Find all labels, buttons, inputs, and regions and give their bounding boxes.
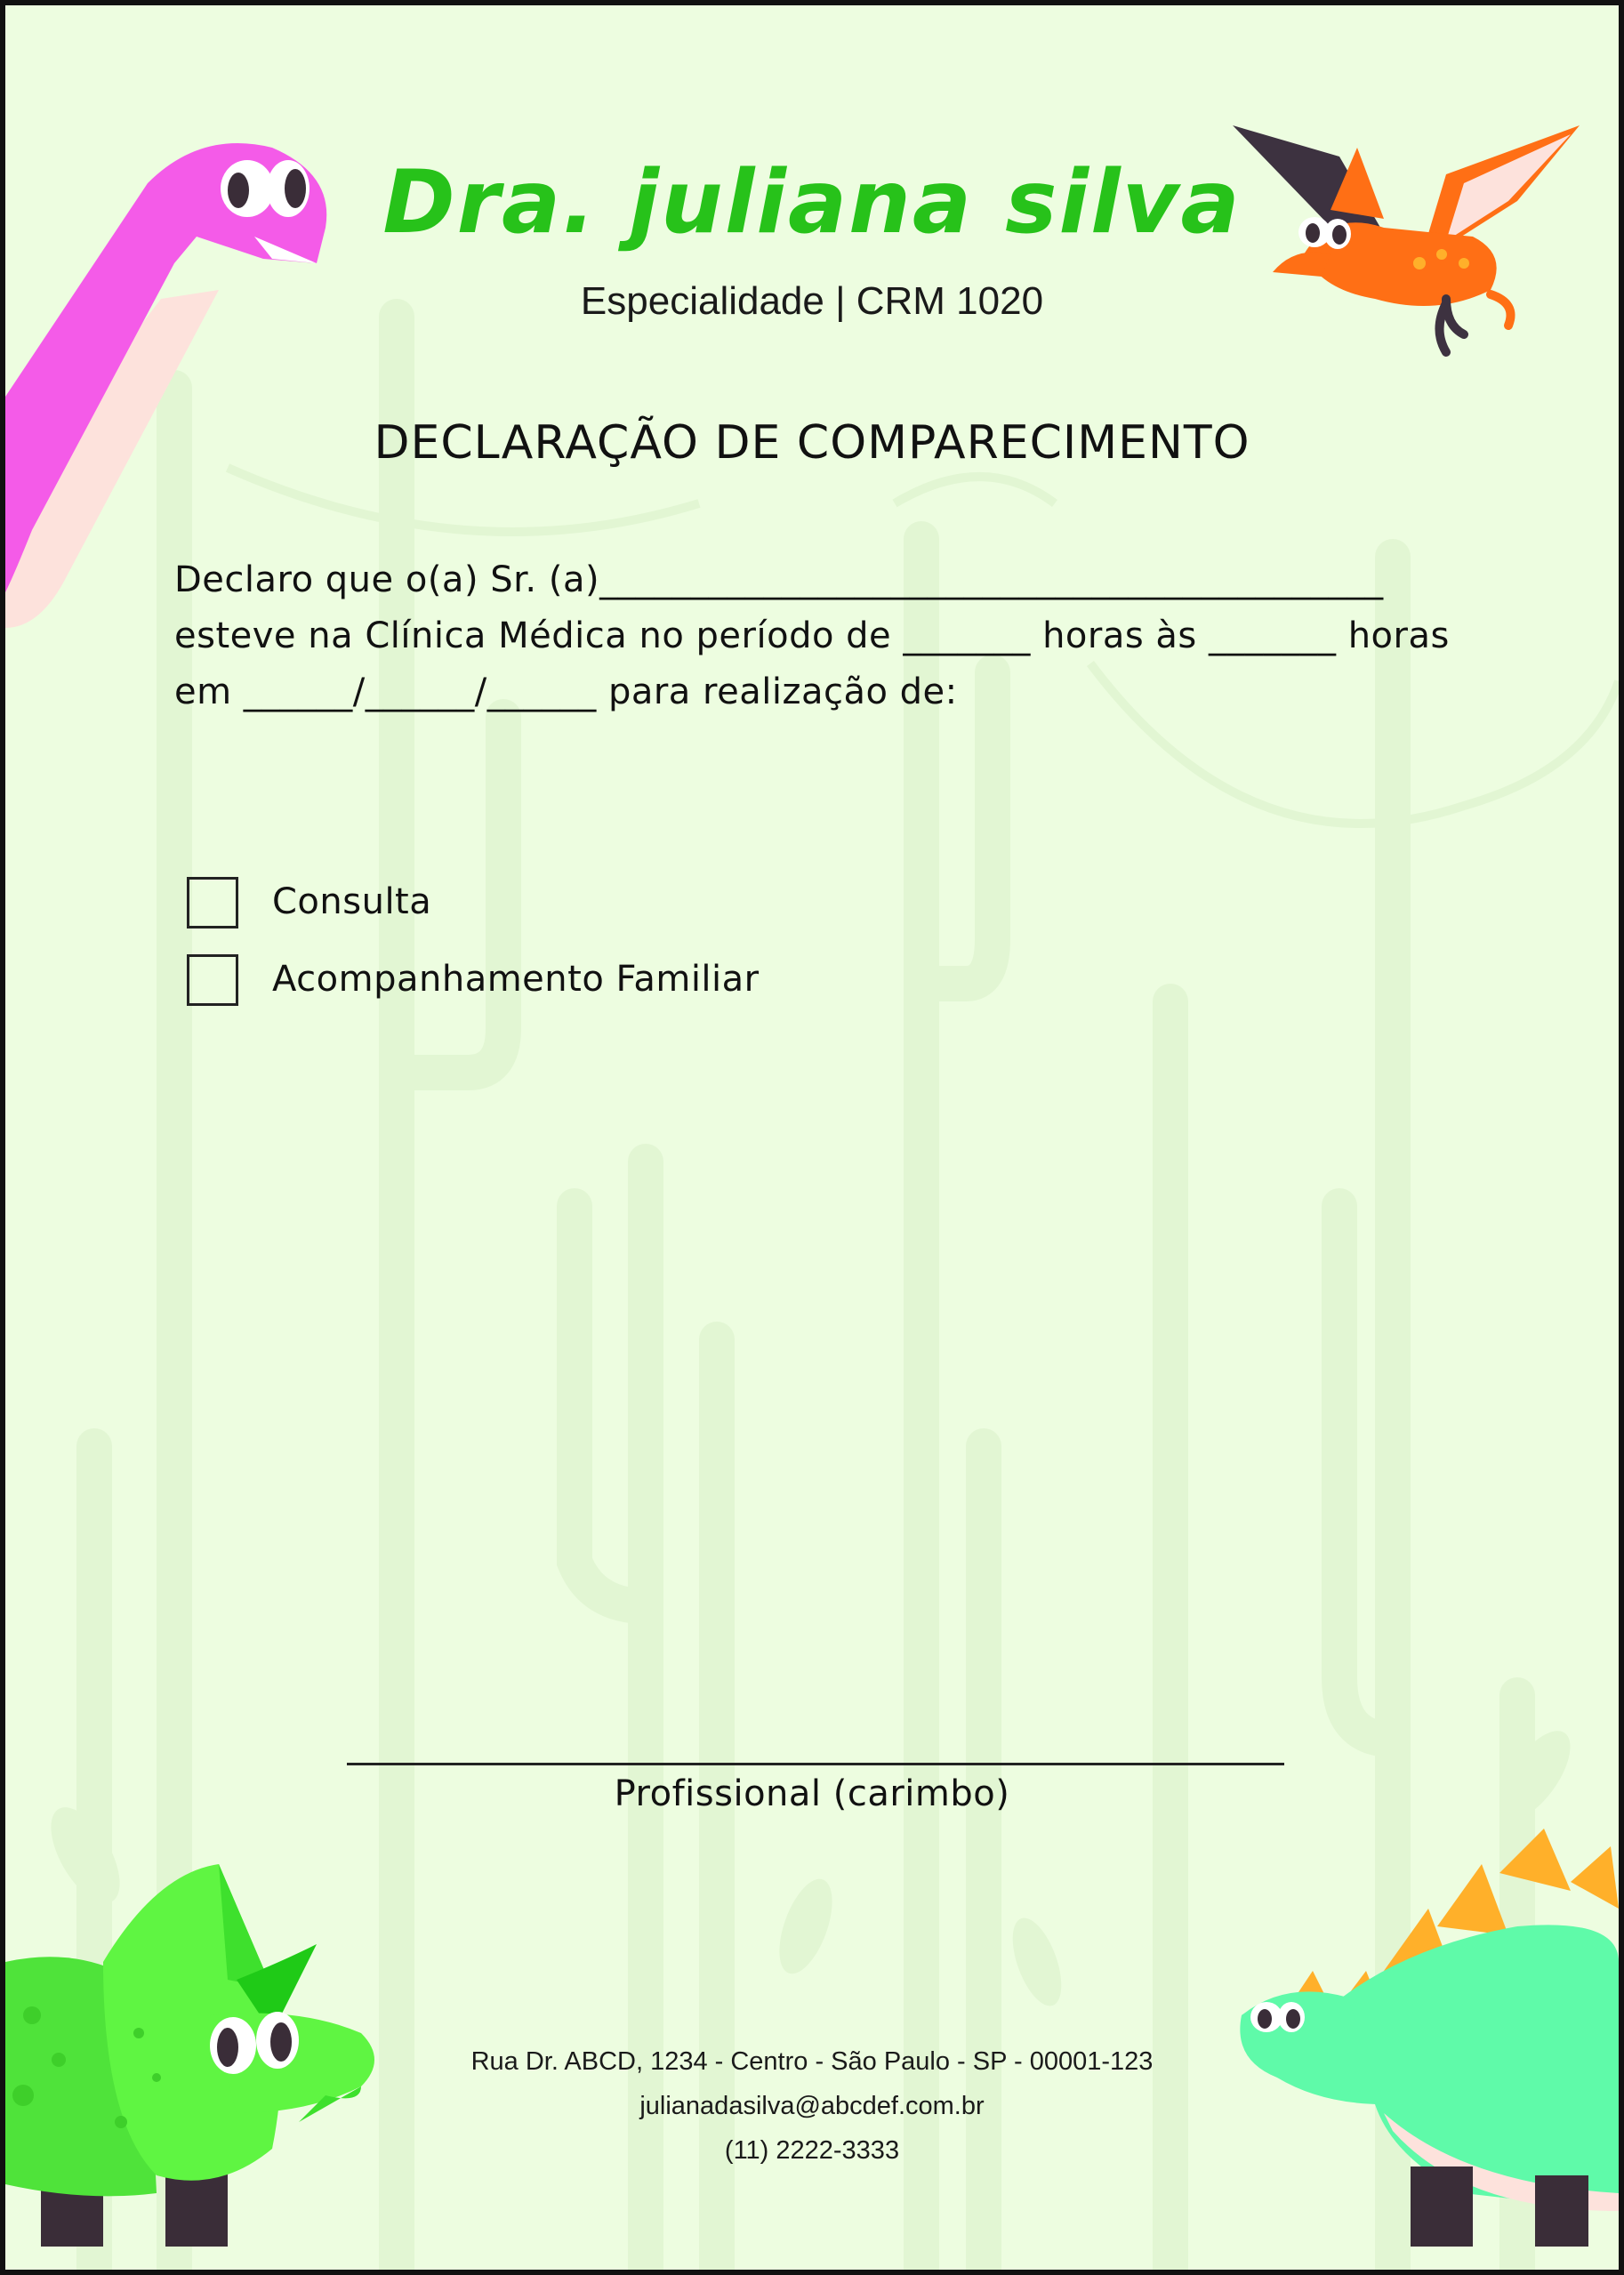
checkbox-acompanhamento[interactable] xyxy=(187,954,238,1006)
declaration-line-1: Declaro que o(a) Sr. (a)___________________________________________ xyxy=(174,559,1384,600)
checkbox-consulta[interactable] xyxy=(187,877,238,928)
document-title: DECLARAÇÃO DE COMPARECIMENTO xyxy=(374,416,1250,470)
mint-stegosaurus-icon xyxy=(1233,1820,1619,2247)
checkbox-label-acompanhamento: Acompanhamento Familiar xyxy=(272,959,760,1000)
checkbox-label-consulta: Consulta xyxy=(272,881,432,922)
signature-line xyxy=(347,1763,1284,1765)
footer-phone: (11) 2222-3333 xyxy=(724,2136,900,2165)
signature-label: Profissional (carimbo) xyxy=(614,1773,1010,1814)
declaration-line-2: esteve na Clínica Médica no período de _______ horas às _______ horas xyxy=(174,615,1450,656)
footer-email: julianadasilva@abcdef.com.br xyxy=(639,2092,985,2120)
specialty-crm: Especialidade | CRM 1020 xyxy=(580,279,1044,323)
declaration-line-3: em ______/______/______ para realização de: xyxy=(174,671,958,712)
footer-address: Rua Dr. ABCD, 1234 - Centro - São Paulo - SP - 00001-123 xyxy=(470,2047,1154,2076)
doctor-name: Dra. juliana silva xyxy=(382,152,1242,253)
